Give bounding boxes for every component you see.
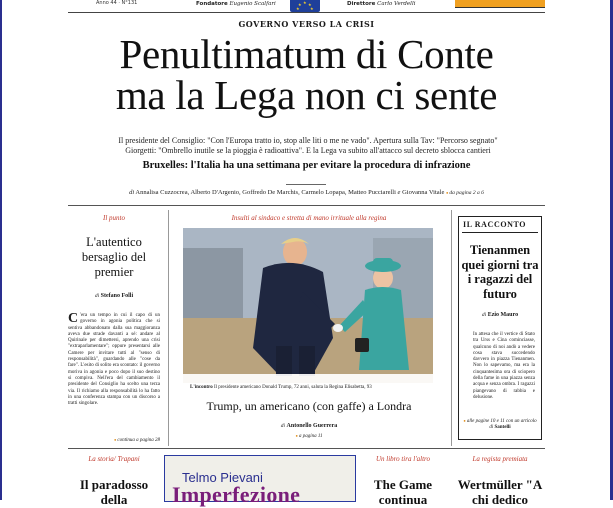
center-kicker: Insulti al sindaco e stretta di mano irrituale alla regina xyxy=(231,214,387,222)
summary-line-2: Giorgetti: "Ombrello inutile se la pioggia è radioattiva". E la Lega va subito all'attacco sul decreto sblocca cantieri xyxy=(125,146,491,155)
page-frame-left xyxy=(0,0,2,500)
bottom-kicker-3: La regista premiata xyxy=(472,455,528,463)
director-label: Direttore xyxy=(347,1,376,7)
right-continues[interactable] xyxy=(462,418,538,431)
right-author-prefix: di xyxy=(481,312,487,318)
photo-caption-band xyxy=(183,374,433,383)
lead-kicker: GOVERNO VERSO LA CRISI xyxy=(238,19,375,29)
ad-author: Telmo Pievani xyxy=(182,470,263,485)
bottom-title-1[interactable]: Il paradosso della xyxy=(79,477,149,507)
director-credit xyxy=(347,1,415,7)
headline-line-2: ma la Lega non ci sente xyxy=(115,72,498,118)
right-article-text: In attesa che il vertice di Stato tra Urss e Cina cominciasse, qualcuno di noi andò a vedere cosa stava succedendo davvero in piazza Tienanmen. Non lo sapevamo, ma era la cinquantesima ora di sciopero della fame in una piazza senza acqua e senza ombra. I ragazzi piangevano di rabbia e delusione. xyxy=(473,332,535,400)
center-author-prefix: di xyxy=(280,423,286,429)
center-author-name: Antonello Guerrera xyxy=(286,423,338,429)
issue-line: Anno 44 · N°131 xyxy=(96,0,138,6)
founder-name: Eugenio Scalfari xyxy=(229,1,276,7)
eu-flag-icon: ★ ★ ★ ★ ★ xyxy=(290,0,320,12)
byline-prefix: di xyxy=(129,189,135,196)
masthead-divider xyxy=(68,12,545,13)
byline-and: e xyxy=(397,189,401,196)
byline-last: Giovanna Vitale xyxy=(402,189,445,196)
left-continues[interactable]: ● continua a pagina 28 xyxy=(68,437,160,443)
left-author xyxy=(68,293,160,299)
left-article-text xyxy=(68,313,160,407)
bottom-kicker-1: La storia/ Trapani xyxy=(88,455,140,463)
summary-line-1: Il presidente del Consiglio: "Con l'Europa tratto io, stop alle liti o me ne vado". Apertura sulla Tav: "Percorso segnato" xyxy=(118,136,498,145)
right-author-name: Ezio Mauro xyxy=(487,312,519,318)
masthead-promo-box xyxy=(455,0,545,8)
right-continues-author: Santelli xyxy=(494,425,511,430)
founder-credit xyxy=(196,1,276,7)
left-kicker: Il punto xyxy=(103,214,125,222)
ad-title: Imperfezione xyxy=(172,482,301,507)
center-author xyxy=(176,423,442,429)
director-name: Carlo Verdelli xyxy=(377,1,416,7)
founder-label: Fondatore xyxy=(196,1,228,7)
photo-caption xyxy=(190,385,440,390)
column-divider-right xyxy=(451,210,452,446)
left-body: 'era un tempo in cui il capo di un governo in agonia politica che si sentiva abbandonato dalla sua maggioranza aveva due strade davanti a sé: andare al Quirinale per dimettersi, aprendo una crisi "extraparlamentare"; oppure presentarsi alle Camere per invitare tutti al "senso di responsabilità", guardando alle "cose da fare". L'esito di solito era scontato: il governo moriva in agonia e poco dopo il suo destino si compiva. Nell'era del cambiamento il presidente del Consiglio ha scelto una terza via. Il richiamo alla responsabilità lo ha fatto in una conferenza stampa con un discorso a tratti singolare. xyxy=(68,313,160,407)
section-divider xyxy=(68,205,545,206)
lead-subhead[interactable]: Bruxelles: l'Italia ha una settimana per evitare la procedura di infrazione xyxy=(142,160,471,171)
left-author-name: Stefano Folli xyxy=(100,293,134,299)
right-title[interactable]: Tienanmen quei giorni tra i ragazzi del futuro xyxy=(461,243,539,301)
photo-caption-label: L'incontro xyxy=(190,385,213,390)
left-title[interactable]: L'autentico bersaglio del premier xyxy=(81,235,147,279)
byline-pages[interactable]: ● da pagina 2 a 6 xyxy=(446,190,484,196)
center-title[interactable]: Trump, un americano (con gaffe) a Londra xyxy=(206,399,412,413)
byline-names: Annalisa Cuzzocrea, Alberto D'Argenio, Goffredo De Marchis, Carmelo Lopapa, Matteo Pucciarelli xyxy=(135,189,396,196)
right-kicker-divider xyxy=(462,232,538,233)
center-page-ref[interactable]: ● a pagina 11 xyxy=(176,433,442,439)
short-divider xyxy=(286,184,326,185)
right-continues-prefix: alle pagine 10 e 11 con un articolo di xyxy=(466,419,537,430)
lead-summary xyxy=(78,136,538,156)
photo-caption-text: Il presidente americano Donald Trump, 72 anni, saluta la Regina Elisabetta, 93 xyxy=(213,385,372,390)
drop-cap: C xyxy=(68,311,79,326)
right-kicker: IL RACCONTO xyxy=(463,220,527,229)
bottom-divider xyxy=(68,448,545,449)
bottom-kicker-2: Un libro tira l'altro xyxy=(375,455,431,463)
lead-headline[interactable] xyxy=(66,31,547,118)
trump-queen-photo[interactable] xyxy=(183,228,433,383)
lead-byline xyxy=(66,189,547,196)
headline-line-1: Penultimatum di Conte xyxy=(119,31,494,77)
bottom-title-3[interactable]: Wertmüller "A chi dedico xyxy=(457,477,543,507)
right-author xyxy=(460,312,540,318)
bottom-title-2[interactable]: The Game continua xyxy=(373,477,433,507)
left-author-prefix: di xyxy=(94,293,100,299)
photo-illustration xyxy=(183,228,433,383)
column-divider-left xyxy=(168,210,169,446)
